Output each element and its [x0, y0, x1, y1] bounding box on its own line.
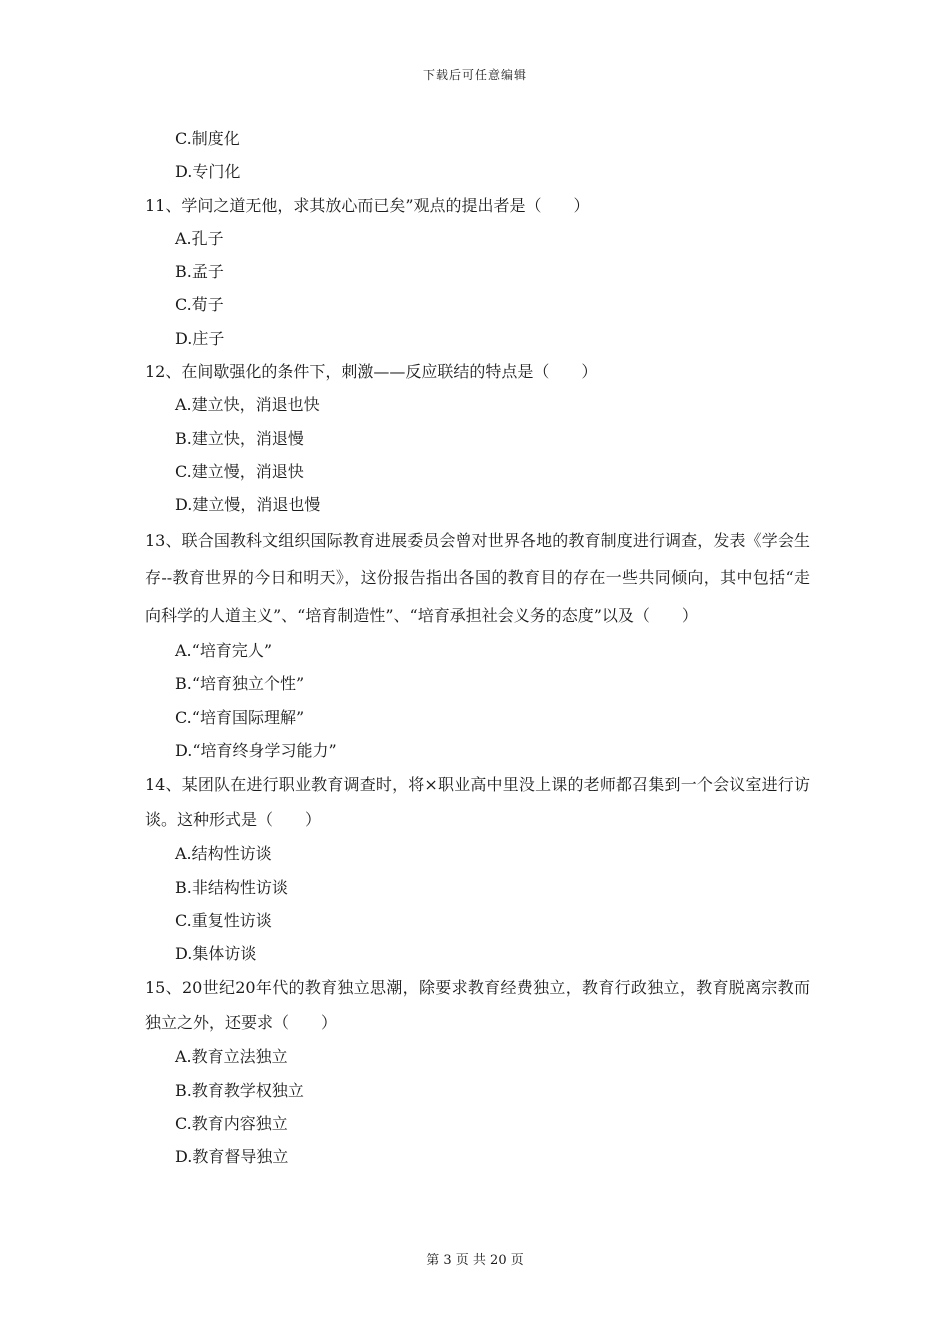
option-d: D.建立慢，消退也慢 — [175, 495, 321, 515]
question-stem: 15、20世纪20年代的教育独立思潮，除要求教育经费独立，教育行政独立，教育脱离宗教而独立之外，还要求（ ） — [145, 978, 810, 1033]
option-d: D.庄子 — [175, 328, 225, 348]
option-c: C.教育内容独立 — [175, 1114, 288, 1134]
option-d: D.集体访谈 — [175, 944, 257, 964]
option-c: C.制度化 — [175, 129, 240, 148]
question-12 — [145, 355, 810, 521]
option-d: D.教育督导独立 — [175, 1147, 289, 1167]
question-stem: 12、在间歇强化的条件下，刺激——反应联结的特点是（ ） — [145, 362, 598, 382]
option-a: A.教育立法独立 — [175, 1047, 288, 1067]
question-11 — [145, 189, 810, 355]
question-10-options — [145, 122, 810, 189]
option-d: D.专门化 — [175, 162, 241, 182]
option-d: D.“培育终身学习能力” — [175, 740, 337, 760]
question-stem: 14、某团队在进行职业教育调查时，将×职业高中里没上课的老师都召集到一个会议室进行访谈。这种形式是（ ） — [145, 775, 810, 830]
option-a: A.“培育完人” — [175, 641, 273, 661]
question-15 — [145, 970, 810, 1173]
question-stem: 13、联合国教科文组织国际教育进展委员会曾对世界各地的教育制度进行调查，发表《学会生存--教育世界的今日和明天》，这份报告指出各国的教育目的存在一些共同倾向，其中包括“走向科学的人道主义”、“培育制造性”、“培育承担社会义务的态度”以及（ ） — [145, 530, 810, 625]
option-b: B.非结构性访谈 — [175, 877, 288, 897]
option-c: C.“培育国际理解” — [175, 707, 305, 727]
option-c: C.重复性访谈 — [175, 910, 272, 930]
option-b: B.教育教学权独立 — [175, 1080, 304, 1100]
option-a: A.孔子 — [175, 228, 224, 248]
option-c: C.荀子 — [175, 295, 224, 315]
page-content — [145, 122, 810, 1174]
option-a: A.建立快，消退也快 — [175, 395, 320, 415]
option-a: A.结构性访谈 — [175, 844, 272, 864]
question-stem: 11、学问之道无他，求其放心而已矣”观点的提出者是（ ） — [145, 195, 590, 215]
page-header: 下载后可任意编辑 — [422, 68, 527, 82]
option-b: B.孟子 — [175, 262, 224, 282]
option-c: C.建立慢，消退快 — [175, 461, 304, 481]
question-14 — [145, 767, 810, 970]
question-13 — [145, 522, 810, 768]
option-b: B.建立快，消退慢 — [175, 428, 304, 448]
option-b: B.“培育独立个性” — [175, 674, 305, 694]
page-footer: 第 3 页 共 20 页 — [426, 1253, 524, 1268]
